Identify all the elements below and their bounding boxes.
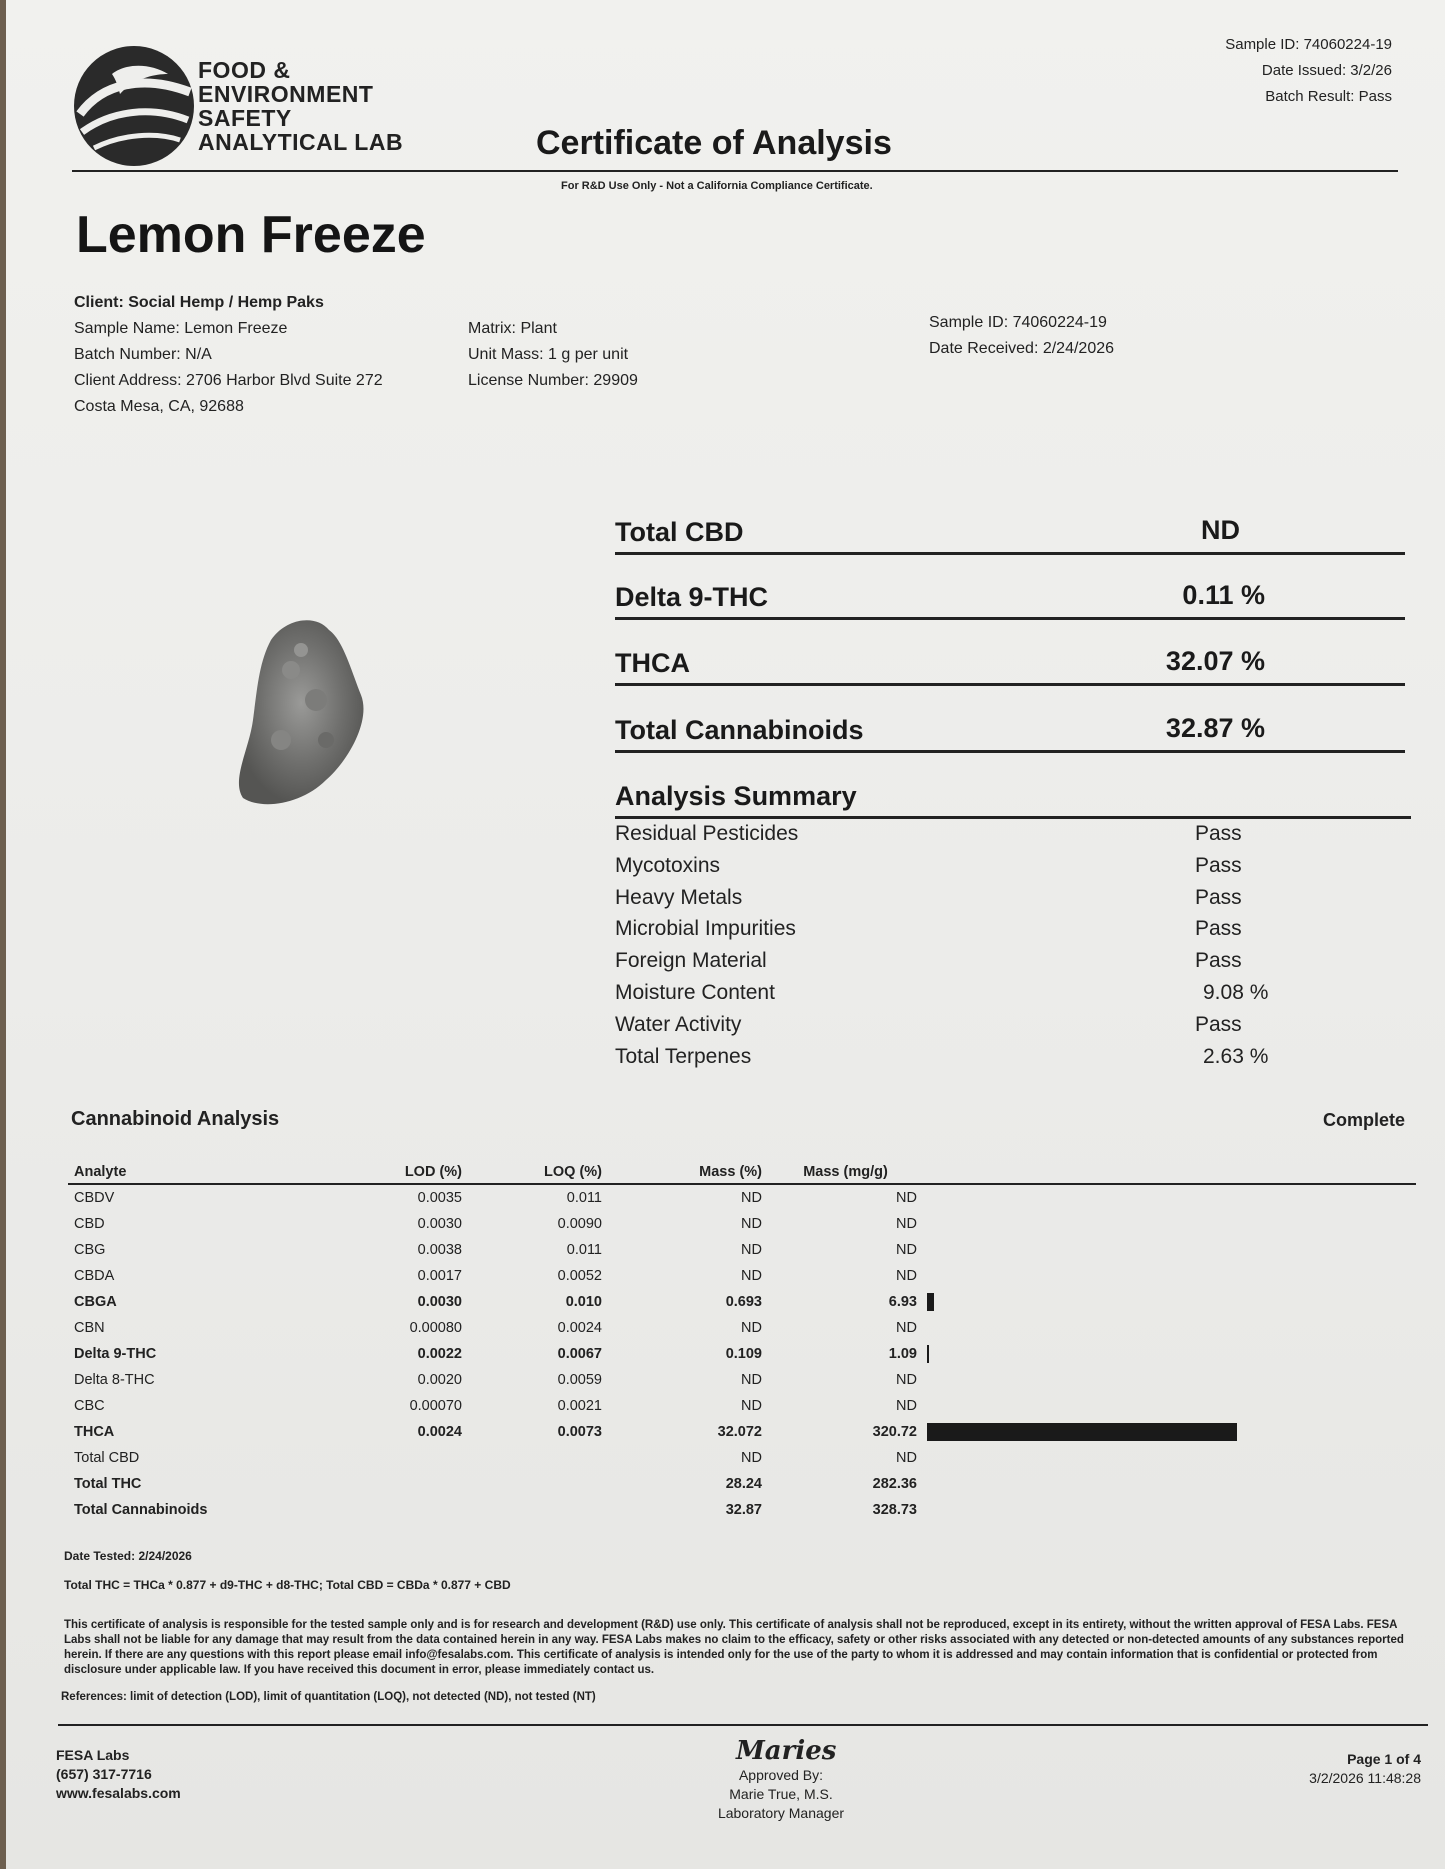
column-header: Mass (mg/g) bbox=[768, 1160, 923, 1184]
summary-divider bbox=[615, 816, 1411, 819]
key-result-row bbox=[615, 555, 1405, 620]
cell-loq bbox=[468, 1471, 608, 1497]
cell-mass-mg: ND bbox=[896, 1216, 917, 1232]
cell-analyte: CBC bbox=[74, 1398, 105, 1414]
key-result-label: Total Cannabinoids bbox=[615, 715, 864, 745]
footer-divider bbox=[58, 1724, 1428, 1726]
cell-mass-pct: 0.693 bbox=[725, 1294, 762, 1310]
table-row bbox=[68, 1211, 1416, 1237]
footer-company: FESA Labs bbox=[56, 1747, 130, 1763]
cell-mass-mg: 282.36 bbox=[872, 1476, 917, 1492]
table-row bbox=[68, 1341, 1416, 1367]
cell-bar bbox=[923, 1367, 1416, 1393]
cell-lod: 0.0017 bbox=[417, 1268, 462, 1284]
summary-row bbox=[615, 981, 1405, 1013]
cell-loq: 0.0052 bbox=[557, 1268, 602, 1284]
date-received: Date Received: 2/24/2026 bbox=[929, 340, 1115, 357]
cell-mass-mg: ND bbox=[896, 1398, 917, 1414]
mass-bar bbox=[927, 1423, 1237, 1441]
cell-analyte: CBG bbox=[74, 1242, 106, 1258]
column-header: Analyte bbox=[68, 1160, 308, 1184]
cell-loq: 0.0090 bbox=[557, 1216, 602, 1232]
cell-mass-mg: 6.93 bbox=[888, 1294, 917, 1310]
document-title: Certificate of Analysis bbox=[536, 124, 892, 162]
signature: Maries bbox=[736, 1736, 837, 1766]
cell-lod: 0.0022 bbox=[417, 1346, 462, 1362]
summary-label: Moisture Content bbox=[615, 981, 775, 1004]
cell-bar bbox=[923, 1184, 1416, 1211]
key-result-value: 32.07 % bbox=[1165, 646, 1265, 676]
cell-bar bbox=[923, 1341, 1416, 1367]
cell-lod: 0.00070 bbox=[409, 1398, 462, 1414]
summary-value: Pass bbox=[1195, 885, 1242, 909]
header-divider bbox=[72, 170, 1398, 172]
cell-analyte: Total CBD bbox=[74, 1450, 140, 1466]
client-name: Client: Social Hemp / Hemp Paks bbox=[74, 294, 324, 311]
cell-bar bbox=[923, 1497, 1416, 1523]
summary-row bbox=[615, 1013, 1405, 1045]
cell-mass-mg: 320.72 bbox=[872, 1424, 917, 1440]
cell-lod: 0.0035 bbox=[417, 1190, 462, 1206]
table-row bbox=[68, 1315, 1416, 1341]
print-timestamp: 3/2/2026 11:48:28 bbox=[1309, 1770, 1421, 1786]
cell-analyte: THCA bbox=[74, 1424, 115, 1440]
table-row bbox=[68, 1289, 1416, 1315]
column-header: LOQ (%) bbox=[468, 1160, 608, 1184]
cell-analyte: CBDV bbox=[74, 1190, 115, 1206]
cell-mass-pct: ND bbox=[741, 1216, 762, 1232]
cell-bar bbox=[923, 1445, 1416, 1471]
cell-loq: 0.0059 bbox=[557, 1372, 602, 1388]
cell-mass-pct: ND bbox=[741, 1372, 762, 1388]
cell-mass-pct: ND bbox=[741, 1190, 762, 1206]
cell-mass-pct: 32.87 bbox=[725, 1502, 762, 1518]
lab-logo-icon bbox=[72, 44, 196, 168]
table-row bbox=[68, 1237, 1416, 1263]
mass-bar bbox=[927, 1345, 929, 1363]
key-result-row bbox=[615, 688, 1405, 753]
client-address-city: Costa Mesa, CA, 92688 bbox=[74, 398, 244, 415]
lab-name-line: FOOD & bbox=[198, 57, 291, 83]
cell-loq: 0.0024 bbox=[557, 1320, 602, 1336]
column-header-bar bbox=[923, 1160, 1416, 1184]
summary-row bbox=[615, 917, 1405, 949]
key-result-label: Delta 9-THC bbox=[615, 582, 769, 612]
cell-analyte: CBDA bbox=[74, 1268, 115, 1284]
key-result-label: Total CBD bbox=[615, 517, 744, 547]
cell-analyte: Total Cannabinoids bbox=[74, 1502, 208, 1518]
cell-mass-pct: ND bbox=[741, 1268, 762, 1284]
cannabinoid-analysis-title: Cannabinoid Analysis bbox=[71, 1108, 280, 1130]
cell-loq: 0.0073 bbox=[557, 1424, 602, 1440]
table-row bbox=[68, 1184, 1416, 1211]
footer-contact bbox=[56, 1746, 181, 1803]
approved-by-label: Approved By: bbox=[738, 1767, 824, 1783]
cell-bar bbox=[923, 1471, 1416, 1497]
cell-mass-pct: ND bbox=[741, 1398, 762, 1414]
table-header-row bbox=[68, 1160, 1416, 1184]
key-result-row bbox=[615, 621, 1405, 686]
key-result-label: THCA bbox=[615, 648, 690, 678]
summary-row bbox=[615, 886, 1405, 918]
mass-bar bbox=[927, 1293, 934, 1311]
cell-lod: 0.0030 bbox=[417, 1216, 462, 1232]
summary-value: Pass bbox=[1195, 1012, 1242, 1036]
cell-lod bbox=[308, 1497, 468, 1523]
sample-name: Sample Name: Lemon Freeze bbox=[74, 320, 288, 337]
table-row bbox=[68, 1445, 1416, 1471]
summary-value: Pass bbox=[1195, 853, 1242, 877]
summary-value: Pass bbox=[1195, 822, 1242, 845]
cell-bar bbox=[923, 1237, 1416, 1263]
summary-value: 9.08 % bbox=[1203, 981, 1269, 1004]
unit-mass: Unit Mass: 1 g per unit bbox=[468, 346, 629, 363]
cell-mass-pct: ND bbox=[741, 1450, 762, 1466]
cell-mass-mg: ND bbox=[896, 1320, 917, 1336]
summary-label: Mycotoxins bbox=[615, 853, 721, 877]
cell-lod bbox=[308, 1471, 468, 1497]
summary-row bbox=[615, 949, 1405, 981]
summary-label: Water Activity bbox=[615, 1012, 742, 1036]
summary-value: Pass bbox=[1195, 917, 1242, 941]
table-row bbox=[68, 1497, 1416, 1523]
cannabinoid-status: Complete bbox=[1322, 1110, 1405, 1130]
references: References: limit of detection (LOD), limit of quantitation (LOQ), not detected (ND), not tested (NT) bbox=[61, 1691, 596, 1703]
total-formula: Total THC = THCa * 0.877 + d9-THC + d8-THC; Total CBD = CBDa * 0.877 + CBD bbox=[64, 1578, 511, 1592]
cell-mass-mg: 328.73 bbox=[872, 1502, 917, 1518]
page-info bbox=[1309, 1750, 1421, 1788]
table-row bbox=[68, 1367, 1416, 1393]
cell-mass-mg: ND bbox=[896, 1190, 917, 1206]
table-row bbox=[68, 1419, 1416, 1445]
sample-info bbox=[468, 316, 638, 394]
cell-loq: 0.0021 bbox=[557, 1398, 602, 1414]
summary-label: Residual Pesticides bbox=[615, 822, 799, 845]
date-tested: Date Tested: 2/24/2026 bbox=[64, 1549, 192, 1563]
cell-bar bbox=[923, 1315, 1416, 1341]
cell-mass-pct: ND bbox=[741, 1242, 762, 1258]
table-row bbox=[68, 1393, 1416, 1419]
cell-lod bbox=[308, 1445, 468, 1471]
cell-mass-pct: ND bbox=[741, 1320, 762, 1336]
cell-bar bbox=[923, 1419, 1416, 1445]
cell-lod: 0.0020 bbox=[417, 1372, 462, 1388]
cell-mass-pct: 32.072 bbox=[717, 1424, 762, 1440]
summary-label: Total Terpenes bbox=[615, 1044, 752, 1068]
cell-mass-mg: ND bbox=[896, 1372, 917, 1388]
license-number: License Number: 29909 bbox=[468, 372, 638, 389]
cell-analyte: CBGA bbox=[74, 1294, 117, 1310]
footer-phone: (657) 317-7716 bbox=[56, 1766, 152, 1782]
cannabinoid-table bbox=[68, 1160, 1416, 1523]
cell-mass-mg: 1.09 bbox=[888, 1346, 917, 1362]
sample-receipt-info bbox=[929, 310, 1114, 362]
cell-analyte: CBN bbox=[74, 1320, 105, 1336]
header-date-issued: Date Issued: 3/2/26 bbox=[1261, 62, 1392, 79]
sample-id: Sample ID: 74060224-19 bbox=[929, 314, 1107, 331]
key-result-value: 32.87 % bbox=[1165, 713, 1265, 743]
header-meta bbox=[1225, 32, 1392, 110]
sample-photo bbox=[231, 610, 376, 815]
rnd-notice: For R&D Use Only - Not a California Compliance Certificate. bbox=[561, 180, 873, 192]
matrix: Matrix: Plant bbox=[468, 320, 557, 337]
header-batch-result: Batch Result: Pass bbox=[1265, 88, 1392, 105]
cell-mass-mg: ND bbox=[896, 1268, 917, 1284]
approver-title: Laboratory Manager bbox=[717, 1805, 845, 1821]
cell-mass-mg: ND bbox=[896, 1242, 917, 1258]
approver-name: Marie True, M.S. bbox=[729, 1786, 833, 1802]
cell-loq: 0.011 bbox=[566, 1242, 602, 1258]
client-address: Client Address: 2706 Harbor Blvd Suite 272 bbox=[74, 372, 383, 389]
cell-mass-pct: 0.109 bbox=[725, 1346, 762, 1362]
cell-mass-pct: 28.24 bbox=[725, 1476, 762, 1492]
lab-name-line: ANALYTICAL LAB bbox=[198, 129, 404, 155]
summary-value: 2.63 % bbox=[1203, 1044, 1269, 1068]
lab-name-line: SAFETY bbox=[198, 105, 292, 131]
cell-bar bbox=[923, 1289, 1416, 1315]
lab-name-line: ENVIRONMENT bbox=[198, 81, 374, 107]
cell-lod: 0.00080 bbox=[409, 1320, 462, 1336]
cell-loq: 0.010 bbox=[565, 1294, 602, 1310]
product-name: Lemon Freeze bbox=[76, 206, 426, 264]
column-header: Mass (%) bbox=[608, 1160, 768, 1184]
cell-loq bbox=[468, 1497, 608, 1523]
cell-lod: 0.0030 bbox=[417, 1294, 462, 1310]
cell-bar bbox=[923, 1263, 1416, 1289]
cell-bar bbox=[923, 1393, 1416, 1419]
cell-lod: 0.0038 bbox=[417, 1242, 462, 1258]
footer-website[interactable]: www.fesalabs.com bbox=[56, 1785, 181, 1801]
summary-row bbox=[615, 854, 1405, 886]
cell-analyte: Delta 9-THC bbox=[74, 1346, 157, 1362]
approval-block bbox=[686, 1766, 876, 1823]
cell-analyte: CBD bbox=[74, 1216, 105, 1232]
document-page bbox=[6, 0, 1445, 1869]
column-header: LOD (%) bbox=[308, 1160, 468, 1184]
cell-analyte: Total THC bbox=[74, 1476, 142, 1492]
key-result-value: ND bbox=[1201, 515, 1240, 545]
summary-value: Pass bbox=[1195, 949, 1242, 973]
legal-disclaimer: This certificate of analysis is responsible for the tested sample only and is for research and development (R&D) use only. This certificate of analysis shall not be reproduced, except in its entirety, without the written approval of FESA Labs. FESA Labs shall not be liable for any damage that may result from the data contained herein in any way. FESA Labs makes no claim to the efficacy, safety or other risks associated with any detected or non-detected amounts of any substances reported herein. If there are any questions with this report please email info@fesalabs.com. This certificate of analysis is intended only for the use of the party to whom it is addressed and may contain information that is confidential or protected from disclosure under applicable law. If you have received this document in error, please immediately contact us. bbox=[64, 1619, 1404, 1676]
client-info bbox=[74, 290, 383, 420]
summary-label: Foreign Material bbox=[615, 949, 767, 973]
analysis-summary-title: Analysis Summary bbox=[615, 781, 857, 811]
summary-label: Microbial Impurities bbox=[615, 917, 796, 941]
key-result-value: 0.11 % bbox=[1182, 580, 1265, 610]
page-number: Page 1 of 4 bbox=[1347, 1751, 1421, 1767]
cell-bar bbox=[923, 1211, 1416, 1237]
header-sample-id: Sample ID: 74060224-19 bbox=[1225, 36, 1392, 53]
cell-mass-mg: ND bbox=[896, 1450, 917, 1466]
cell-analyte: Delta 8-THC bbox=[74, 1372, 155, 1388]
cell-loq: 0.011 bbox=[566, 1190, 602, 1206]
table-row bbox=[68, 1471, 1416, 1497]
lab-name bbox=[198, 58, 403, 154]
cell-lod: 0.0024 bbox=[417, 1424, 462, 1440]
batch-number: Batch Number: N/A bbox=[74, 346, 212, 363]
summary-row bbox=[615, 822, 1405, 854]
summary-label: Heavy Metals bbox=[615, 885, 743, 909]
cell-loq: 0.0067 bbox=[557, 1346, 602, 1362]
cell-loq bbox=[468, 1445, 608, 1471]
key-result-row bbox=[615, 490, 1405, 555]
summary-row bbox=[615, 1045, 1405, 1077]
table-row bbox=[68, 1263, 1416, 1289]
